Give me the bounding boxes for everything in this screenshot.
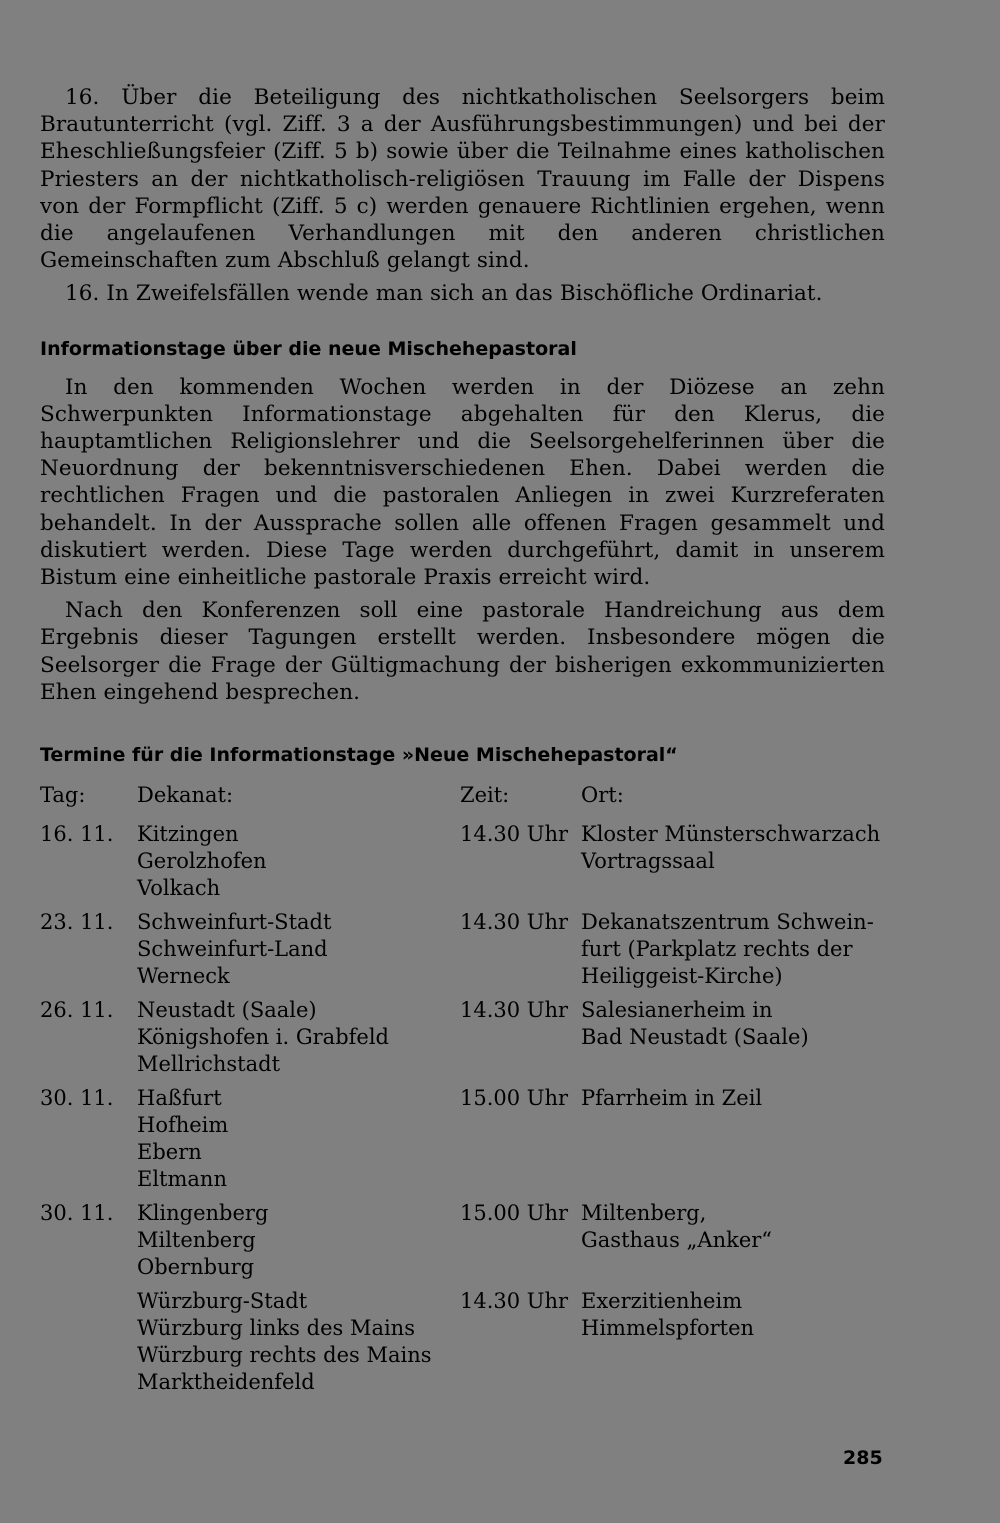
dekanat-line: Würzburg links des Mains [137, 1316, 415, 1341]
column-header-zeit: Zeit: [460, 783, 510, 808]
cell-zeit: 14.30 Uhr [460, 822, 569, 847]
dekanat-line: Haßfurt [137, 1086, 222, 1111]
column-header-dekanat: Dekanat: [137, 783, 234, 808]
cell-zeit: 15.00 Uhr [460, 1086, 569, 1111]
dekanat-line: Eltmann [137, 1167, 227, 1192]
cell-ort [581, 1200, 891, 1254]
cell-tag: 30. 11. [40, 1086, 114, 1111]
cell-ort [581, 909, 891, 990]
dekanat-line: Schweinfurt-Land [137, 937, 328, 962]
cell-tag: 16. 11. [40, 822, 114, 847]
dekanat-line: Obernburg [137, 1255, 255, 1280]
dekanat-line: Würzburg-Stadt [137, 1289, 308, 1314]
cell-zeit: 14.30 Uhr [460, 910, 569, 935]
cell-zeit: 14.30 Uhr [460, 998, 569, 1023]
cell-ort [581, 1085, 891, 1112]
table-row [40, 1085, 885, 1193]
cell-ort [581, 821, 891, 875]
heading-termine: Termine für die Informationstage »Neue Mischehepastoral“ [40, 744, 678, 767]
ort-line: Gasthaus „Anker“ [581, 1228, 773, 1253]
dekanat-line: Schweinfurt-Stadt [137, 910, 332, 935]
table-header-row [40, 782, 885, 809]
cell-dekanat [137, 821, 457, 902]
table-row [40, 909, 885, 990]
dekanat-line: Mellrichstadt [137, 1052, 281, 1077]
document-page [40, 84, 885, 1403]
paragraph-informationstage: In den kommenden Wochen werden in der Diözese an zehn Schwerpunkten Informationstage abgehalten für den Klerus, die hauptamtlichen Religionslehrer und die Seelsorgehelferinnen über die Neuordnung der bekenntnisverschiedenen Ehen. Dabei werden die rechtlichen Fragen und die pastoralen Anliegen in zwei Kurzreferaten behandelt. In der Aussprache sollen alle offenen Fragen gesammelt und diskutiert werden. Diese Tage werden durchgeführt, damit in unserem Bistum eine einheitliche pastorale Praxis erreicht wird. [40, 374, 885, 591]
paragraph-ziffer-16-richtlinien: 16. Über die Beteiligung des nichtkatholischen Seelsorgers beim Brautunterricht (vgl. Ziff. 3 a der Ausführungsbestimmungen) und bei der Eheschließungsfeier (Ziff. 5 b) sowie über die Teilnahme eines katholischen Priesters an der nichtkatholisch-religiösen Trauung im Falle der Dispens von der Formpflicht (Ziff. 5 c) werden genauere Richtlinien ergehen, wenn die angelaufenen Verhandlungen mit den anderen christlichen Gemeinschaften zum Abschluß gelangt sind. [40, 85, 885, 274]
ort-line: Heiliggeist-Kirche) [581, 964, 783, 989]
cell-ort [581, 1288, 891, 1342]
ort-line: Dekanatszentrum Schwein- [581, 910, 874, 935]
ort-line: Himmelspforten [581, 1316, 755, 1341]
ort-line: Salesianerheim in [581, 998, 773, 1023]
dekanat-line: Marktheidenfeld [137, 1370, 315, 1395]
table-row [40, 997, 885, 1078]
cell-dekanat [137, 1085, 457, 1193]
dekanat-line: Werneck [137, 964, 230, 989]
cell-zeit: 14.30 Uhr [460, 1289, 569, 1314]
page-number: 285 [843, 1447, 883, 1469]
table-row [40, 1200, 885, 1281]
dekanat-line: Kitzingen [137, 822, 239, 847]
ort-line: Pfarrheim in Zeil [581, 1086, 763, 1111]
ort-line: Miltenberg, [581, 1201, 707, 1226]
ort-line: Vortragssaal [581, 849, 715, 874]
table-row [40, 821, 885, 902]
cell-ort [581, 997, 891, 1051]
column-header-ort: Ort: [581, 783, 624, 808]
ort-line: Bad Neustadt (Saale) [581, 1025, 809, 1050]
cell-tag: 23. 11. [40, 910, 114, 935]
dekanat-line: Neustadt (Saale) [137, 998, 317, 1023]
paragraph-ziffer-16-zweifelsfaelle: 16. In Zweifelsfällen wende man sich an das Bischöfliche Ordinariat. [65, 281, 823, 307]
column-header-tag: Tag: [40, 783, 86, 808]
dekanat-line: Würzburg rechts des Mains [137, 1343, 432, 1368]
dekanat-line: Klingenberg [137, 1201, 269, 1226]
dekanat-line: Ebern [137, 1140, 202, 1165]
dekanat-line: Gerolzhofen [137, 849, 267, 874]
dekanat-line: Hofheim [137, 1113, 229, 1138]
dekanat-line: Königshofen i. Grabfeld [137, 1025, 389, 1050]
cell-tag: 26. 11. [40, 998, 114, 1023]
ort-line: Kloster Münsterschwarzach [581, 822, 881, 847]
heading-informationstage: Informationstage über die neue Mischehepastoral [40, 337, 577, 360]
dekanat-line: Miltenberg [137, 1228, 256, 1253]
cell-dekanat [137, 1288, 457, 1396]
cell-dekanat [137, 1200, 457, 1281]
ort-line: Exerzitienheim [581, 1289, 743, 1314]
paragraph-handreichung: Nach den Konferenzen soll eine pastorale Handreichung aus dem Ergebnis dieser Tagungen erstellt werden. Insbesondere mögen die Seelsorger die Frage der Gültigmachung der bisherigen exkommunizierten Ehen eingehend besprechen. [40, 598, 885, 705]
cell-dekanat [137, 997, 457, 1078]
cell-tag: 30. 11. [40, 1201, 114, 1226]
termine-table [40, 782, 885, 1396]
dekanat-line: Volkach [137, 876, 221, 901]
cell-dekanat [137, 909, 457, 990]
cell-zeit: 15.00 Uhr [460, 1201, 569, 1226]
table-row [40, 1288, 885, 1396]
ort-line: furt (Parkplatz rechts der [581, 937, 853, 962]
